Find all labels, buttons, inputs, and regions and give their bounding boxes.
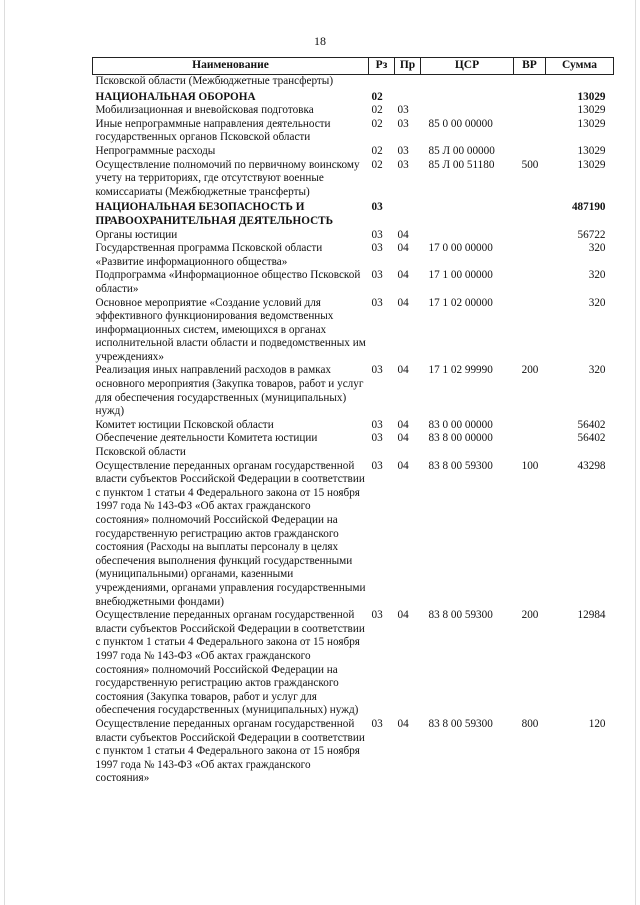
cell-csr	[421, 75, 514, 89]
cell-name: Осуществление переданных органам государственной власти субъектов Российской Федерации в соответствии с пунктом 1 статьи 4 Федерального закона от 15 ноября 1997 года № 143-ФЗ «Об актах гражданского состояния» полномочий Российской Федерации на государственную регистрацию актов гражданского состояния (Закупка товаров, работ и услуг для обеспечения государственных (муниципальных) нужд)	[95, 609, 365, 717]
budget-table	[92, 57, 614, 786]
cell-rz: 02	[371, 90, 383, 103]
cell-csr: 85 0 00 00000	[428, 117, 493, 130]
cell-pr: 03	[397, 144, 409, 157]
header-pr: Пр	[395, 58, 421, 75]
cell-rz: 03	[371, 717, 383, 730]
cell-csr: 83 0 00 00000	[428, 418, 493, 431]
cell-rz: 03	[371, 296, 383, 309]
cell-name: Органы юстиции	[95, 228, 178, 241]
cell-vr	[514, 199, 546, 228]
cell-vr: 100	[521, 459, 539, 472]
header-vr: ВР	[514, 58, 546, 75]
cell-csr: 17 1 02 99990	[428, 364, 493, 377]
cell-sum: 120	[588, 717, 606, 730]
cell-rz	[369, 75, 395, 89]
cell-sum: 320	[588, 296, 606, 309]
cell-csr	[421, 199, 514, 228]
cell-sum: 13029	[577, 117, 606, 130]
table-row	[93, 199, 614, 228]
cell-sum: 56402	[577, 418, 606, 431]
budget-table-container	[92, 57, 613, 786]
cell-pr	[395, 89, 421, 105]
cell-rz: 03	[371, 459, 383, 472]
cell-pr: 04	[397, 228, 409, 241]
cell-vr: 200	[521, 364, 539, 377]
cell-sum: 56722	[577, 228, 606, 241]
cell-rz: 02	[371, 158, 383, 171]
cell-sum: 12984	[577, 609, 606, 622]
table-row	[93, 269, 614, 296]
cell-sum: 320	[588, 242, 606, 255]
table-row	[93, 118, 614, 145]
table-row	[93, 75, 614, 89]
cell-csr	[421, 229, 514, 243]
table-row	[93, 104, 614, 118]
cell-pr: 04	[397, 269, 409, 282]
table-body	[93, 75, 614, 786]
cell-rz: 03	[371, 432, 383, 445]
cell-rz: 02	[371, 104, 383, 117]
cell-rz: 03	[371, 201, 383, 214]
cell-name: НАЦИОНАЛЬНАЯ БЕЗОПАСНОСТЬ И ПРАВООХРАНИТЕЛЬНАЯ ДЕЯТЕЛЬНОСТЬ	[95, 201, 334, 227]
table-row	[93, 460, 614, 610]
table-row	[93, 229, 614, 243]
cell-rz: 03	[371, 609, 383, 622]
cell-name: Обеспечение деятельности Комитета юстиции Псковской области	[95, 432, 318, 459]
cell-sum: 13029	[577, 90, 606, 103]
cell-vr	[514, 118, 546, 145]
cell-name: Основное мероприятие «Создание условий для эффективного функционирования ведомственных информационных систем, имеющихся в органах исполнительной власти области и подведомственных им учреждениях»	[95, 296, 366, 363]
cell-name: Реализация иных направлений расходов в рамках основного мероприятия (Закупка товаров, работ и услуг для обеспечения государственных (муниципальных) нужд)	[95, 364, 364, 418]
cell-name: Иные непрограммные направления деятельности государственных органов Псковской области	[95, 117, 331, 144]
cell-vr	[514, 104, 546, 118]
cell-csr	[421, 89, 514, 105]
cell-vr	[514, 269, 546, 296]
cell-pr: 04	[397, 459, 409, 472]
cell-name: Осуществление полномочий по первичному воинскому учету на территориях, где отсутствуют военные комиссариаты (Межбюджетные трансферты)	[95, 158, 360, 198]
cell-rz: 03	[371, 418, 383, 431]
cell-name: Подпрограмма «Информационное общество Псковской области»	[95, 269, 361, 295]
table-row	[93, 419, 614, 433]
cell-sum: 13029	[577, 104, 606, 117]
cell-vr	[514, 229, 546, 243]
cell-pr: 04	[397, 418, 409, 431]
table-row	[93, 145, 614, 159]
cell-vr	[514, 89, 546, 105]
cell-csr: 85 Л 00 51180	[428, 158, 495, 171]
header-row	[93, 58, 614, 75]
cell-vr	[514, 145, 546, 159]
cell-rz: 03	[371, 228, 383, 241]
cell-name: Осуществление переданных органам государственной власти субъектов Российской Федерации в соответствии с пунктом 1 статьи 4 Федерального закона от 15 ноября 1997 года № 143-ФЗ «Об актах гражданского состояния» полномочий Российской Федерации на государственную регистрацию актов гражданского состояния (Расходы на выплаты персоналу в целях обеспечения выполнения функций государственными (муниципальными) органами, казенными учреждениями, органами управления государственными внебюджетными фондами)	[95, 459, 366, 608]
cell-pr: 04	[397, 242, 409, 255]
cell-pr: 04	[397, 717, 409, 730]
cell-vr	[514, 432, 546, 459]
cell-csr: 83 8 00 59300	[428, 609, 493, 622]
cell-pr	[395, 199, 421, 228]
table-row	[93, 297, 614, 365]
cell-rz: 03	[371, 269, 383, 282]
cell-csr: 83 8 00 59300	[428, 717, 493, 730]
cell-vr	[514, 419, 546, 433]
cell-vr	[514, 297, 546, 365]
cell-name: Осуществление переданных органам государственной власти субъектов Российской Федерации в соответствии с пунктом 1 статьи 4 Федерального закона от 15 ноября 1997 года № 143-ФЗ «Об актах гражданского состояния»	[95, 717, 365, 785]
header-csr: ЦСР	[421, 58, 514, 75]
table-row	[93, 364, 614, 418]
cell-name: НАЦИОНАЛЬНАЯ ОБОРОНА	[95, 90, 256, 103]
scan-edge-right	[635, 0, 636, 905]
cell-pr: 04	[397, 609, 409, 622]
cell-csr: 17 1 00 00000	[428, 269, 493, 282]
cell-pr: 03	[397, 104, 409, 117]
cell-pr: 03	[397, 158, 409, 171]
table-row	[93, 89, 614, 105]
table-row	[93, 609, 614, 718]
cell-name: Псковской области (Межбюджетные трансферты)	[95, 75, 334, 87]
cell-csr: 83 8 00 00000	[428, 432, 493, 445]
cell-sum: 13029	[577, 158, 606, 171]
page-number: 18	[314, 34, 326, 48]
cell-vr	[514, 242, 546, 269]
cell-csr: 17 1 02 00000	[428, 296, 493, 309]
cell-rz: 02	[371, 117, 383, 130]
cell-name: Государственная программа Псковской области «Развитие информационного общества»	[95, 242, 323, 268]
cell-csr: 85 Л 00 00000	[428, 144, 495, 157]
cell-rz: 02	[371, 144, 383, 157]
cell-sum	[546, 75, 614, 89]
table-row	[93, 432, 614, 459]
header-sum: Сумма	[546, 58, 614, 75]
header-name: Наименование	[93, 58, 369, 75]
cell-pr: 04	[397, 364, 409, 377]
cell-name: Мобилизационная и вневойсковая подготовка	[95, 104, 314, 117]
cell-csr	[421, 104, 514, 118]
cell-pr: 03	[397, 117, 409, 130]
table-row	[93, 242, 614, 269]
table-row	[93, 159, 614, 200]
cell-csr: 83 8 00 59300	[428, 459, 493, 472]
cell-vr: 800	[521, 717, 539, 730]
cell-rz: 03	[371, 364, 383, 377]
cell-vr	[514, 75, 546, 89]
cell-vr: 500	[521, 158, 539, 171]
cell-pr	[395, 75, 421, 89]
header-rz: Рз	[369, 58, 395, 75]
cell-pr: 04	[397, 432, 409, 445]
scan-edge-left	[4, 0, 5, 905]
cell-sum: 320	[588, 364, 606, 377]
cell-csr: 17 0 00 00000	[428, 242, 493, 255]
cell-name: Непрограммные расходы	[95, 144, 216, 157]
table-header	[93, 58, 614, 75]
cell-sum: 43298	[577, 459, 606, 472]
table-row	[93, 718, 614, 786]
cell-sum: 487190	[571, 201, 606, 214]
cell-pr: 04	[397, 296, 409, 309]
cell-vr: 200	[521, 609, 539, 622]
cell-sum: 320	[588, 269, 606, 282]
cell-name: Комитет юстиции Псковской области	[95, 418, 274, 431]
cell-rz: 03	[371, 242, 383, 255]
cell-sum: 56402	[577, 432, 606, 445]
cell-sum: 13029	[577, 144, 606, 157]
